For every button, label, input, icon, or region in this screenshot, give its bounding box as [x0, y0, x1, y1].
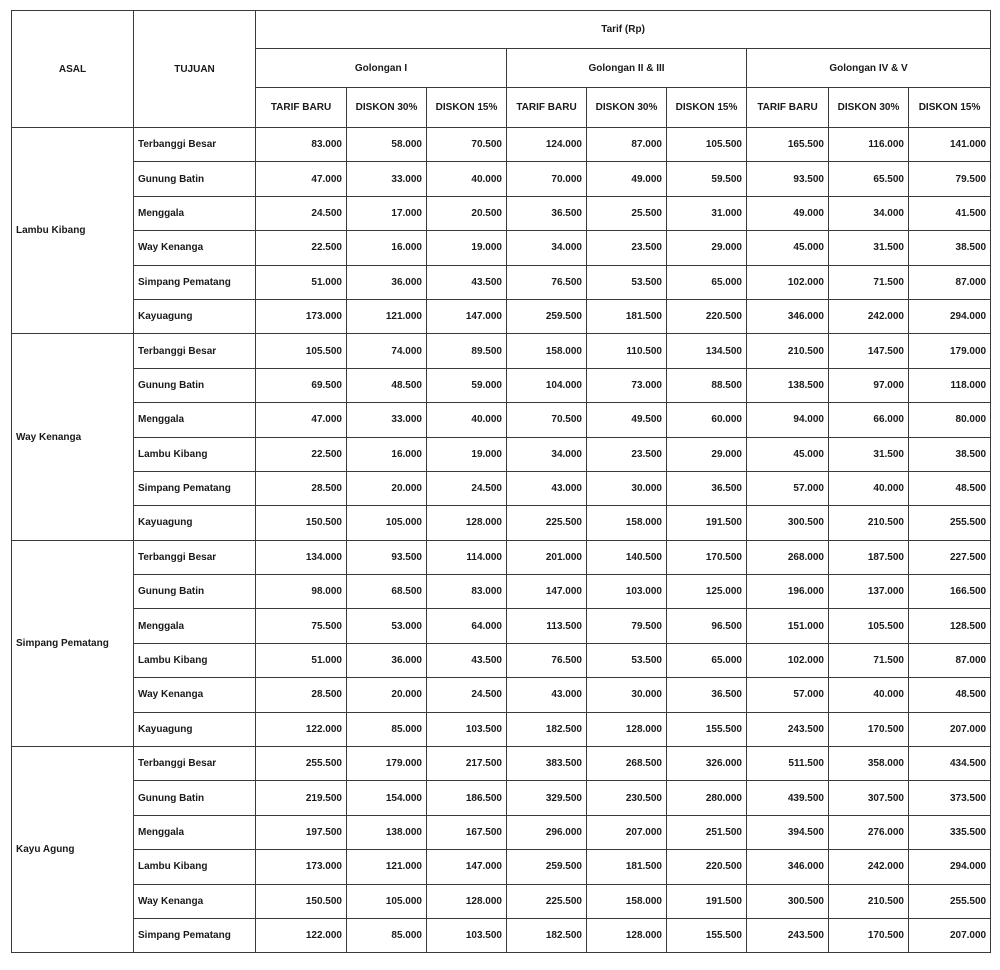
tarif-value-cell: 76.500 — [507, 643, 587, 677]
tarif-value-cell: 40.000 — [427, 162, 507, 196]
tarif-value-cell: 181.500 — [587, 850, 667, 884]
table-row — [12, 368, 991, 402]
tarif-value-cell: 45.000 — [747, 231, 829, 265]
tarif-value-cell: 122.000 — [256, 712, 347, 746]
tarif-value-cell: 83.000 — [427, 575, 507, 609]
tarif-value-cell: 36.000 — [347, 265, 427, 299]
tujuan-cell: Menggala — [134, 815, 256, 849]
tarif-value-cell: 201.000 — [507, 540, 587, 574]
table-row — [12, 299, 991, 333]
tarif-value-cell: 294.000 — [909, 850, 991, 884]
tarif-value-cell: 170.500 — [667, 540, 747, 574]
tarif-value-cell: 57.000 — [747, 678, 829, 712]
tarif-value-cell: 121.000 — [347, 850, 427, 884]
tarif-table — [11, 10, 991, 953]
tarif-value-cell: 103.500 — [427, 712, 507, 746]
tarif-value-cell: 191.500 — [667, 884, 747, 918]
tarif-value-cell: 34.000 — [829, 196, 909, 230]
header-sub-tarif-baru: TARIF BARU — [256, 88, 347, 128]
tarif-value-cell: 88.500 — [667, 368, 747, 402]
tarif-value-cell: 48.500 — [909, 471, 991, 505]
tarif-value-cell: 53.500 — [587, 265, 667, 299]
tujuan-cell: Gunung Batin — [134, 162, 256, 196]
tarif-value-cell: 255.500 — [256, 747, 347, 781]
tarif-value-cell: 358.000 — [829, 747, 909, 781]
tarif-value-cell: 259.500 — [507, 299, 587, 333]
tarif-value-cell: 57.000 — [747, 471, 829, 505]
tarif-value-cell: 383.500 — [507, 747, 587, 781]
tarif-value-cell: 70.500 — [507, 403, 587, 437]
header-sub-tarif-baru: TARIF BARU — [747, 88, 829, 128]
tarif-value-cell: 34.000 — [507, 231, 587, 265]
tarif-value-cell: 73.000 — [587, 368, 667, 402]
table-row — [12, 815, 991, 849]
tarif-value-cell: 225.500 — [507, 506, 587, 540]
tarif-value-cell: 20.000 — [347, 471, 427, 505]
table-header — [12, 11, 991, 128]
tarif-value-cell: 40.000 — [829, 678, 909, 712]
tarif-value-cell: 64.000 — [427, 609, 507, 643]
tarif-value-cell: 173.000 — [256, 850, 347, 884]
tarif-value-cell: 346.000 — [747, 850, 829, 884]
asal-cell: Kayu Agung — [12, 747, 134, 953]
header-golongan-2-3: Golongan II & III — [507, 49, 747, 88]
tarif-value-cell: 179.000 — [909, 334, 991, 368]
tarif-value-cell: 105.000 — [347, 506, 427, 540]
table-row — [12, 128, 991, 162]
tarif-value-cell: 79.500 — [909, 162, 991, 196]
tarif-value-cell: 29.000 — [667, 437, 747, 471]
tujuan-cell: Gunung Batin — [134, 368, 256, 402]
tarif-value-cell: 158.000 — [587, 884, 667, 918]
tarif-value-cell: 20.000 — [347, 678, 427, 712]
tarif-value-cell: 85.000 — [347, 712, 427, 746]
tarif-value-cell: 40.000 — [427, 403, 507, 437]
table-row — [12, 609, 991, 643]
tarif-value-cell: 220.500 — [667, 850, 747, 884]
tarif-value-cell: 80.000 — [909, 403, 991, 437]
tujuan-cell: Terbanggi Besar — [134, 747, 256, 781]
tarif-value-cell: 255.500 — [909, 884, 991, 918]
tujuan-cell: Way Kenanga — [134, 678, 256, 712]
tarif-value-cell: 94.000 — [747, 403, 829, 437]
tarif-value-cell: 329.500 — [507, 781, 587, 815]
tarif-value-cell: 20.500 — [427, 196, 507, 230]
tujuan-cell: Menggala — [134, 609, 256, 643]
tarif-value-cell: 59.000 — [427, 368, 507, 402]
tarif-value-cell: 134.000 — [256, 540, 347, 574]
tarif-value-cell: 85.000 — [347, 918, 427, 952]
tarif-value-cell: 36.000 — [347, 643, 427, 677]
tarif-value-cell: 30.000 — [587, 678, 667, 712]
tarif-value-cell: 125.000 — [667, 575, 747, 609]
tarif-value-cell: 128.000 — [587, 712, 667, 746]
tujuan-cell: Way Kenanga — [134, 884, 256, 918]
table-row — [12, 506, 991, 540]
header-sub-diskon-15: DISKON 15% — [909, 88, 991, 128]
header-tujuan: TUJUAN — [134, 11, 256, 128]
tarif-value-cell: 434.500 — [909, 747, 991, 781]
tarif-value-cell: 22.500 — [256, 231, 347, 265]
tarif-value-cell: 140.500 — [587, 540, 667, 574]
tujuan-cell: Menggala — [134, 403, 256, 437]
tarif-value-cell: 191.500 — [667, 506, 747, 540]
tarif-value-cell: 93.500 — [747, 162, 829, 196]
tarif-value-cell: 87.000 — [909, 643, 991, 677]
tarif-value-cell: 105.500 — [667, 128, 747, 162]
tarif-value-cell: 280.000 — [667, 781, 747, 815]
tarif-value-cell: 24.500 — [256, 196, 347, 230]
tarif-value-cell: 181.500 — [587, 299, 667, 333]
tarif-value-cell: 210.500 — [747, 334, 829, 368]
header-sub-tarif-baru: TARIF BARU — [507, 88, 587, 128]
tarif-value-cell: 182.500 — [507, 712, 587, 746]
header-golongan-4-5: Golongan IV & V — [747, 49, 991, 88]
tarif-value-cell: 76.500 — [507, 265, 587, 299]
tarif-value-cell: 41.500 — [909, 196, 991, 230]
tarif-value-cell: 110.500 — [587, 334, 667, 368]
tarif-value-cell: 138.500 — [747, 368, 829, 402]
tarif-value-cell: 24.500 — [427, 471, 507, 505]
tarif-value-cell: 197.500 — [256, 815, 347, 849]
tujuan-cell: Simpang Pematang — [134, 471, 256, 505]
tarif-value-cell: 173.000 — [256, 299, 347, 333]
tarif-value-cell: 28.500 — [256, 678, 347, 712]
tarif-value-cell: 210.500 — [829, 506, 909, 540]
tarif-value-cell: 166.500 — [909, 575, 991, 609]
tarif-value-cell: 103.500 — [427, 918, 507, 952]
tarif-value-cell: 147.000 — [427, 299, 507, 333]
tarif-value-cell: 79.500 — [587, 609, 667, 643]
tarif-value-cell: 25.500 — [587, 196, 667, 230]
header-sub-diskon-30: DISKON 30% — [587, 88, 667, 128]
tarif-value-cell: 121.000 — [347, 299, 427, 333]
tarif-value-cell: 219.500 — [256, 781, 347, 815]
tarif-value-cell: 394.500 — [747, 815, 829, 849]
tarif-value-cell: 207.000 — [587, 815, 667, 849]
tarif-value-cell: 511.500 — [747, 747, 829, 781]
tarif-value-cell: 38.500 — [909, 231, 991, 265]
tarif-value-cell: 268.000 — [747, 540, 829, 574]
tarif-value-cell: 47.000 — [256, 403, 347, 437]
tarif-value-cell: 147.000 — [427, 850, 507, 884]
tarif-value-cell: 43.000 — [507, 471, 587, 505]
tarif-value-cell: 71.500 — [829, 265, 909, 299]
tarif-value-cell: 49.500 — [587, 403, 667, 437]
table-row — [12, 884, 991, 918]
tarif-value-cell: 49.000 — [587, 162, 667, 196]
table-row — [12, 678, 991, 712]
tarif-value-cell: 128.500 — [909, 609, 991, 643]
table-row — [12, 437, 991, 471]
tarif-value-cell: 227.500 — [909, 540, 991, 574]
tarif-value-cell: 210.500 — [829, 884, 909, 918]
table-row — [12, 643, 991, 677]
table-row — [12, 540, 991, 574]
table-row — [12, 712, 991, 746]
tarif-value-cell: 225.500 — [507, 884, 587, 918]
tarif-value-cell: 102.000 — [747, 265, 829, 299]
table-row — [12, 781, 991, 815]
tarif-value-cell: 217.500 — [427, 747, 507, 781]
tarif-value-cell: 71.500 — [829, 643, 909, 677]
tarif-value-cell: 53.500 — [587, 643, 667, 677]
tarif-value-cell: 134.500 — [667, 334, 747, 368]
tujuan-cell: Kayuagung — [134, 506, 256, 540]
tarif-value-cell: 141.000 — [909, 128, 991, 162]
tarif-value-cell: 30.000 — [587, 471, 667, 505]
tarif-value-cell: 33.000 — [347, 403, 427, 437]
table-row — [12, 403, 991, 437]
tarif-value-cell: 51.000 — [256, 265, 347, 299]
header-sub-diskon-15: DISKON 15% — [667, 88, 747, 128]
tarif-value-cell: 43.500 — [427, 265, 507, 299]
tarif-value-cell: 251.500 — [667, 815, 747, 849]
tarif-value-cell: 105.000 — [347, 884, 427, 918]
tarif-value-cell: 124.000 — [507, 128, 587, 162]
tarif-value-cell: 16.000 — [347, 437, 427, 471]
tarif-value-cell: 53.000 — [347, 609, 427, 643]
tarif-value-cell: 179.000 — [347, 747, 427, 781]
tarif-value-cell: 105.500 — [829, 609, 909, 643]
asal-cell: Simpang Pematang — [12, 540, 134, 746]
tarif-value-cell: 102.000 — [747, 643, 829, 677]
asal-cell: Lambu Kibang — [12, 128, 134, 334]
tarif-value-cell: 268.500 — [587, 747, 667, 781]
tujuan-cell: Simpang Pematang — [134, 918, 256, 952]
tarif-value-cell: 150.500 — [256, 506, 347, 540]
tujuan-cell: Gunung Batin — [134, 575, 256, 609]
tarif-value-cell: 36.500 — [667, 678, 747, 712]
tarif-value-cell: 31.500 — [829, 231, 909, 265]
tarif-value-cell: 34.000 — [507, 437, 587, 471]
tarif-value-cell: 19.000 — [427, 437, 507, 471]
tarif-value-cell: 165.500 — [747, 128, 829, 162]
header-sub-diskon-30: DISKON 30% — [829, 88, 909, 128]
tarif-value-cell: 43.000 — [507, 678, 587, 712]
tarif-value-cell: 65.000 — [667, 265, 747, 299]
tujuan-cell: Simpang Pematang — [134, 265, 256, 299]
tarif-value-cell: 196.000 — [747, 575, 829, 609]
tarif-value-cell: 22.500 — [256, 437, 347, 471]
tarif-value-cell: 83.000 — [256, 128, 347, 162]
tarif-value-cell: 137.000 — [829, 575, 909, 609]
tujuan-cell: Lambu Kibang — [134, 643, 256, 677]
table-row — [12, 265, 991, 299]
tarif-value-cell: 155.500 — [667, 918, 747, 952]
tarif-value-cell: 49.000 — [747, 196, 829, 230]
tarif-value-cell: 29.000 — [667, 231, 747, 265]
tujuan-cell: Kayuagung — [134, 299, 256, 333]
tujuan-cell: Terbanggi Besar — [134, 128, 256, 162]
tarif-value-cell: 66.000 — [829, 403, 909, 437]
tarif-value-cell: 45.000 — [747, 437, 829, 471]
tarif-value-cell: 96.500 — [667, 609, 747, 643]
tarif-value-cell: 128.000 — [587, 918, 667, 952]
header-sub-diskon-15: DISKON 15% — [427, 88, 507, 128]
tarif-value-cell: 307.500 — [829, 781, 909, 815]
tarif-value-cell: 70.000 — [507, 162, 587, 196]
tarif-value-cell: 230.500 — [587, 781, 667, 815]
tarif-value-cell: 103.000 — [587, 575, 667, 609]
tarif-value-cell: 296.000 — [507, 815, 587, 849]
tarif-value-cell: 116.000 — [829, 128, 909, 162]
tarif-value-cell: 19.000 — [427, 231, 507, 265]
tarif-value-cell: 243.500 — [747, 918, 829, 952]
tarif-value-cell: 104.000 — [507, 368, 587, 402]
tarif-value-cell: 167.500 — [427, 815, 507, 849]
tarif-value-cell: 17.000 — [347, 196, 427, 230]
tujuan-cell: Gunung Batin — [134, 781, 256, 815]
tarif-value-cell: 373.500 — [909, 781, 991, 815]
table-body — [12, 128, 991, 953]
tarif-value-cell: 207.000 — [909, 712, 991, 746]
tarif-value-cell: 105.500 — [256, 334, 347, 368]
tarif-value-cell: 68.500 — [347, 575, 427, 609]
tarif-value-cell: 170.500 — [829, 918, 909, 952]
asal-cell: Way Kenanga — [12, 334, 134, 540]
tujuan-cell: Way Kenanga — [134, 231, 256, 265]
tarif-value-cell: 36.500 — [667, 471, 747, 505]
tarif-value-cell: 243.500 — [747, 712, 829, 746]
tujuan-cell: Menggala — [134, 196, 256, 230]
tarif-value-cell: 182.500 — [507, 918, 587, 952]
tarif-value-cell: 335.500 — [909, 815, 991, 849]
tarif-value-cell: 60.000 — [667, 403, 747, 437]
tarif-value-cell: 89.500 — [427, 334, 507, 368]
tarif-value-cell: 187.500 — [829, 540, 909, 574]
tarif-value-cell: 65.000 — [667, 643, 747, 677]
table-row — [12, 918, 991, 952]
tarif-value-cell: 138.000 — [347, 815, 427, 849]
tujuan-cell: Lambu Kibang — [134, 850, 256, 884]
tarif-value-cell: 48.500 — [909, 678, 991, 712]
tarif-value-cell: 43.500 — [427, 643, 507, 677]
tarif-value-cell: 158.000 — [587, 506, 667, 540]
table-row — [12, 471, 991, 505]
tarif-value-cell: 69.500 — [256, 368, 347, 402]
tarif-value-cell: 150.500 — [256, 884, 347, 918]
header-asal: ASAL — [12, 11, 134, 128]
table-row — [12, 575, 991, 609]
tarif-value-cell: 97.000 — [829, 368, 909, 402]
tujuan-cell: Terbanggi Besar — [134, 540, 256, 574]
tarif-value-cell: 147.500 — [829, 334, 909, 368]
tarif-value-cell: 38.500 — [909, 437, 991, 471]
tarif-value-cell: 255.500 — [909, 506, 991, 540]
tarif-value-cell: 59.500 — [667, 162, 747, 196]
tarif-value-cell: 40.000 — [829, 471, 909, 505]
tarif-value-cell: 58.000 — [347, 128, 427, 162]
tarif-value-cell: 242.000 — [829, 299, 909, 333]
tarif-value-cell: 300.500 — [747, 884, 829, 918]
tarif-value-cell: 300.500 — [747, 506, 829, 540]
tujuan-cell: Terbanggi Besar — [134, 334, 256, 368]
tarif-value-cell: 122.000 — [256, 918, 347, 952]
tarif-value-cell: 23.500 — [587, 231, 667, 265]
tarif-value-cell: 154.000 — [347, 781, 427, 815]
tarif-value-cell: 155.500 — [667, 712, 747, 746]
header-tarif: Tarif (Rp) — [256, 11, 991, 49]
tarif-value-cell: 118.000 — [909, 368, 991, 402]
tarif-value-cell: 114.000 — [427, 540, 507, 574]
tarif-value-cell: 113.500 — [507, 609, 587, 643]
table-row — [12, 747, 991, 781]
tarif-value-cell: 147.000 — [507, 575, 587, 609]
tarif-value-cell: 128.000 — [427, 884, 507, 918]
tarif-value-cell: 186.500 — [427, 781, 507, 815]
table-row — [12, 231, 991, 265]
tarif-value-cell: 276.000 — [829, 815, 909, 849]
tarif-value-cell: 207.000 — [909, 918, 991, 952]
tarif-value-cell: 74.000 — [347, 334, 427, 368]
tarif-value-cell: 242.000 — [829, 850, 909, 884]
tarif-value-cell: 346.000 — [747, 299, 829, 333]
tarif-value-cell: 98.000 — [256, 575, 347, 609]
tarif-value-cell: 28.500 — [256, 471, 347, 505]
tarif-value-cell: 48.500 — [347, 368, 427, 402]
tarif-value-cell: 158.000 — [507, 334, 587, 368]
tarif-value-cell: 87.000 — [909, 265, 991, 299]
tarif-value-cell: 220.500 — [667, 299, 747, 333]
tarif-value-cell: 93.500 — [347, 540, 427, 574]
tarif-value-cell: 326.000 — [667, 747, 747, 781]
tarif-value-cell: 36.500 — [507, 196, 587, 230]
table-row — [12, 334, 991, 368]
header-sub-diskon-30: DISKON 30% — [347, 88, 427, 128]
tarif-value-cell: 65.500 — [829, 162, 909, 196]
tarif-value-cell: 31.500 — [829, 437, 909, 471]
tarif-value-cell: 439.500 — [747, 781, 829, 815]
tarif-value-cell: 31.000 — [667, 196, 747, 230]
tarif-value-cell: 33.000 — [347, 162, 427, 196]
tarif-value-cell: 75.500 — [256, 609, 347, 643]
tarif-value-cell: 23.500 — [587, 437, 667, 471]
tujuan-cell: Lambu Kibang — [134, 437, 256, 471]
table-row — [12, 162, 991, 196]
table-row — [12, 196, 991, 230]
tarif-value-cell: 24.500 — [427, 678, 507, 712]
tarif-value-cell: 128.000 — [427, 506, 507, 540]
tarif-value-cell: 170.500 — [829, 712, 909, 746]
tarif-value-cell: 151.000 — [747, 609, 829, 643]
header-golongan-1: Golongan I — [256, 49, 507, 88]
tarif-value-cell: 51.000 — [256, 643, 347, 677]
tarif-value-cell: 294.000 — [909, 299, 991, 333]
tarif-value-cell: 70.500 — [427, 128, 507, 162]
tarif-value-cell: 87.000 — [587, 128, 667, 162]
tarif-value-cell: 47.000 — [256, 162, 347, 196]
tujuan-cell: Kayuagung — [134, 712, 256, 746]
tarif-value-cell: 16.000 — [347, 231, 427, 265]
tarif-value-cell: 259.500 — [507, 850, 587, 884]
table-row — [12, 850, 991, 884]
